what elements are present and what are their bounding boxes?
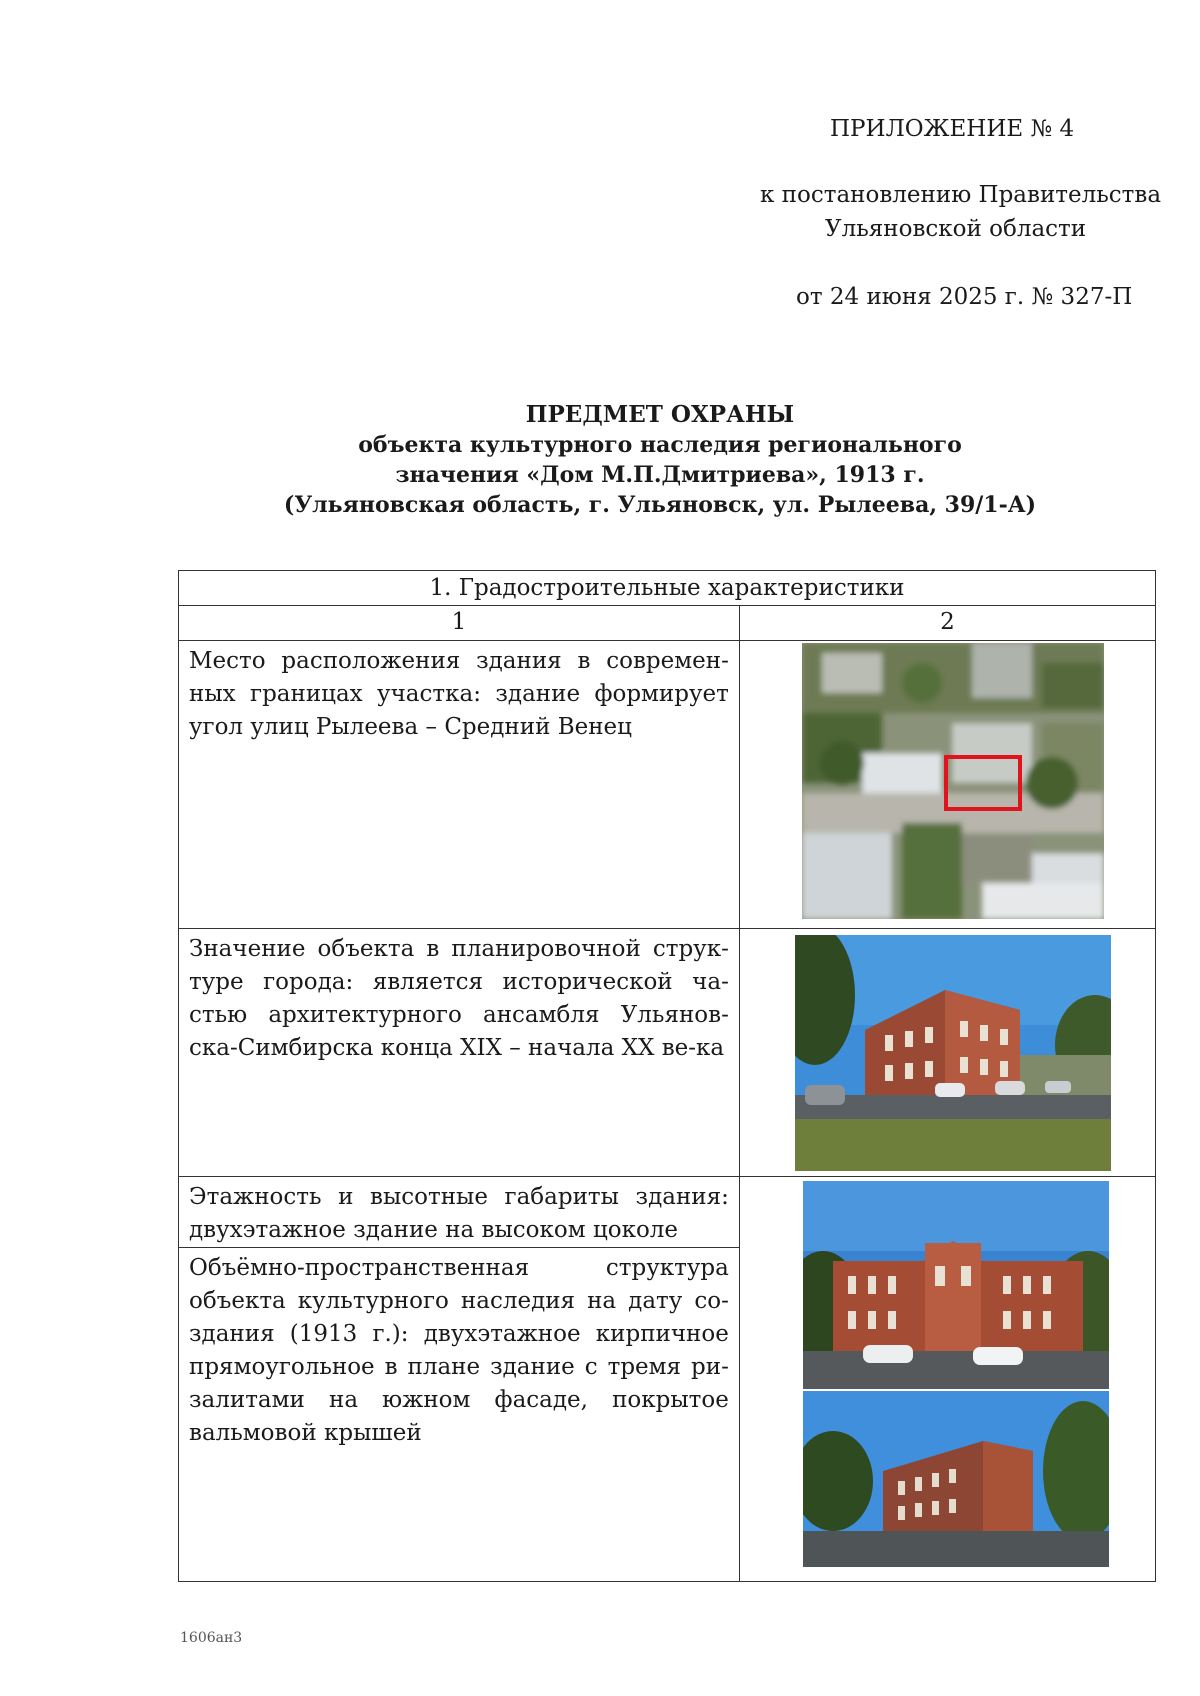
section-title: 1. Градостроительные характеристики	[179, 571, 1156, 606]
appendix-resolution-line: к постановлению Правительства	[760, 182, 1162, 208]
appendix-title: ПРИЛОЖЕНИЕ № 4	[830, 116, 1075, 142]
row-image-cell	[739, 1177, 1155, 1582]
facade-photo	[803, 1181, 1109, 1389]
side-view-photo	[803, 1391, 1109, 1567]
heading-line-1: объекта культурного наследия регионального	[358, 432, 962, 458]
appendix-date-line: от 24 июня 2025 г. № 327-П	[796, 284, 1133, 310]
heading-line-3: (Ульяновская область, г. Ульяновск, ул. Рылеева, 39/1-А)	[283, 492, 1037, 518]
row-image-cell	[739, 929, 1155, 1177]
row-text-floors: Этажность и высотные габариты здания: двухэтажное здание на высоком цоколе	[179, 1177, 740, 1248]
row-image-cell	[739, 641, 1155, 929]
column-number-2: 2	[739, 606, 1155, 641]
heading-line-2: значения «Дом М.П.Дмитриева», 1913 г.	[395, 462, 925, 488]
document-heading	[160, 400, 1160, 520]
document-title: ПРЕДМЕТ ОХРАНЫ	[525, 401, 795, 428]
column-number-1: 1	[179, 606, 740, 641]
row-text-planning-value: Значение объекта в планировочной струк-туре города: является исторической ча-стью архитектурного ансамбля Ульянов-ска-Симбирска конца XIX – начала XX ве-ка	[179, 929, 740, 1177]
footer-code: 1606ан3	[180, 1630, 243, 1646]
row-text-location: Место расположения здания в современ-ных границах участка: здание формирует угол улиц Рылеева – Средний Венец	[179, 641, 740, 929]
appendix-region-line: Ульяновской области	[825, 216, 1087, 242]
protection-table	[178, 570, 1156, 1582]
table-section-header-row	[179, 571, 1156, 606]
aerial-map-photo	[802, 643, 1104, 919]
table-row	[179, 1177, 1156, 1248]
column-number-row	[179, 606, 1156, 641]
row-text-volume-structure: Объёмно-пространственная структура объекта культурного наследия на дату со-здания (1913 г.): двухэтажное кирпичное прямоугольное в плане здание с тремя ри-залитами на южном фасаде, покрытое вальмовой крышей	[179, 1248, 740, 1582]
table-row	[179, 641, 1156, 929]
street-view-photo	[795, 935, 1111, 1171]
table-row	[179, 929, 1156, 1177]
